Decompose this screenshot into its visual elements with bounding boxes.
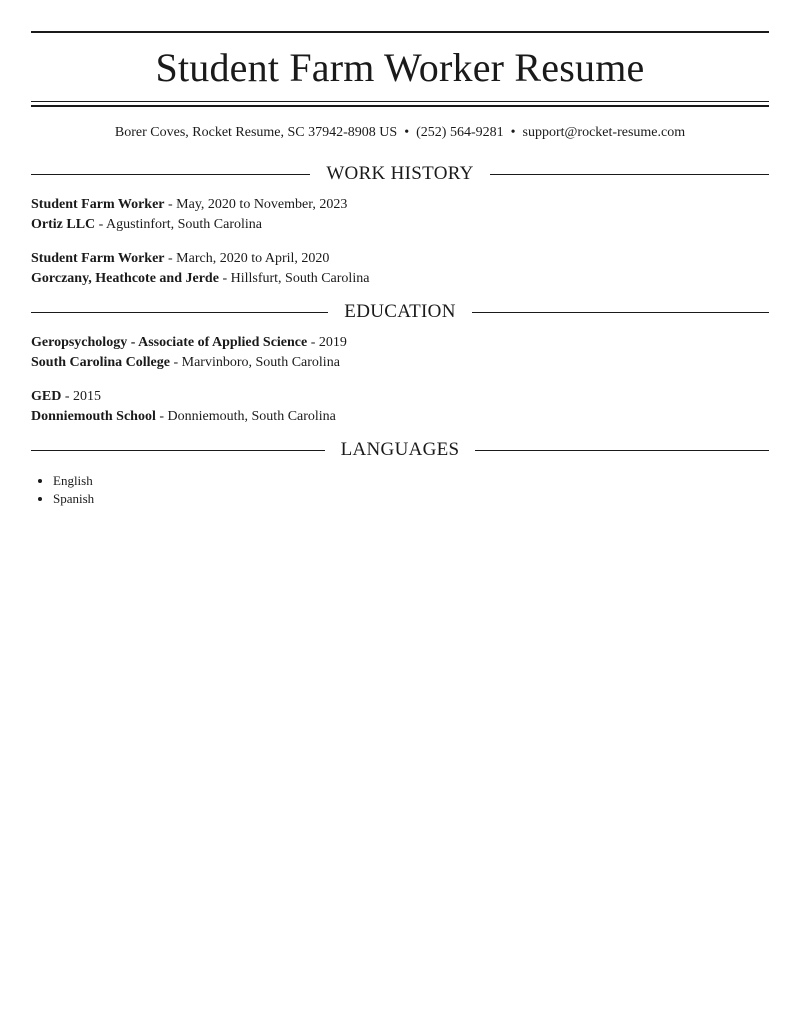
top-rule (31, 31, 769, 33)
title-rule-thin (31, 101, 769, 102)
languages-list (31, 472, 94, 508)
education-location: - Donniemouth, South Carolina (155, 409, 336, 424)
contact-line (31, 124, 769, 142)
work-employer: Ortiz LLC (31, 217, 96, 232)
education-degree: GED (31, 389, 62, 404)
heading-rule-left (31, 174, 310, 175)
work-role: Student Farm Worker (31, 251, 165, 266)
education-year: - 2015 (61, 389, 102, 404)
heading-rule-left (31, 312, 328, 313)
contact-email: support@rocket-resume.com (522, 125, 686, 140)
contact-phone: (252) 564-9281 (416, 125, 504, 140)
page-title: Student Farm Worker Resume (155, 45, 645, 90)
work-employer: Gorczany, Heathcote and Jerde (31, 271, 219, 286)
section-heading-languages (31, 438, 769, 462)
list-item: • Spanish (53, 490, 94, 508)
work-location: - Agustinfort, South Carolina (95, 217, 262, 232)
heading-rule-right (472, 312, 769, 313)
heading-rule-right (475, 450, 769, 451)
work-entry (31, 195, 769, 235)
section-title: EDUCATION (344, 301, 456, 322)
title-rule-thick (31, 105, 769, 107)
contact-address: Borer Coves, Rocket Resume, SC 37942-8908 US (114, 125, 398, 140)
work-dates: - May, 2020 to November, 2023 (164, 197, 348, 212)
contact-separator: • (510, 125, 516, 140)
heading-rule-right (490, 174, 769, 175)
work-location: - Hillsfurt, South Carolina (218, 271, 370, 286)
section-title: WORK HISTORY (326, 163, 474, 184)
work-employer-line (31, 215, 769, 235)
heading-rule-left (31, 450, 325, 451)
education-year: - 2019 (307, 335, 347, 350)
work-role-line (31, 249, 769, 269)
education-entry (31, 387, 769, 427)
work-role: Student Farm Worker (31, 197, 165, 212)
contact-separator: • (404, 125, 410, 140)
education-degree-line (31, 387, 769, 407)
section-heading-education (31, 300, 769, 324)
education-school-line (31, 407, 769, 427)
work-role-line (31, 195, 769, 215)
education-degree: Geropsychology - Associate of Applied Science (31, 335, 308, 350)
work-entry (31, 249, 769, 289)
list-item: • English (53, 472, 94, 490)
section-heading-work-history (31, 162, 769, 186)
work-dates: - March, 2020 to April, 2020 (164, 251, 330, 266)
education-school-line (31, 353, 769, 373)
section-title: LANGUAGES (340, 439, 460, 460)
work-employer-line (31, 269, 769, 289)
education-school: Donniemouth School (31, 409, 156, 424)
education-location: - Marvinboro, South Carolina (169, 355, 340, 370)
education-entry (31, 333, 769, 373)
education-degree-line (31, 333, 769, 353)
education-school: South Carolina College (31, 355, 170, 370)
